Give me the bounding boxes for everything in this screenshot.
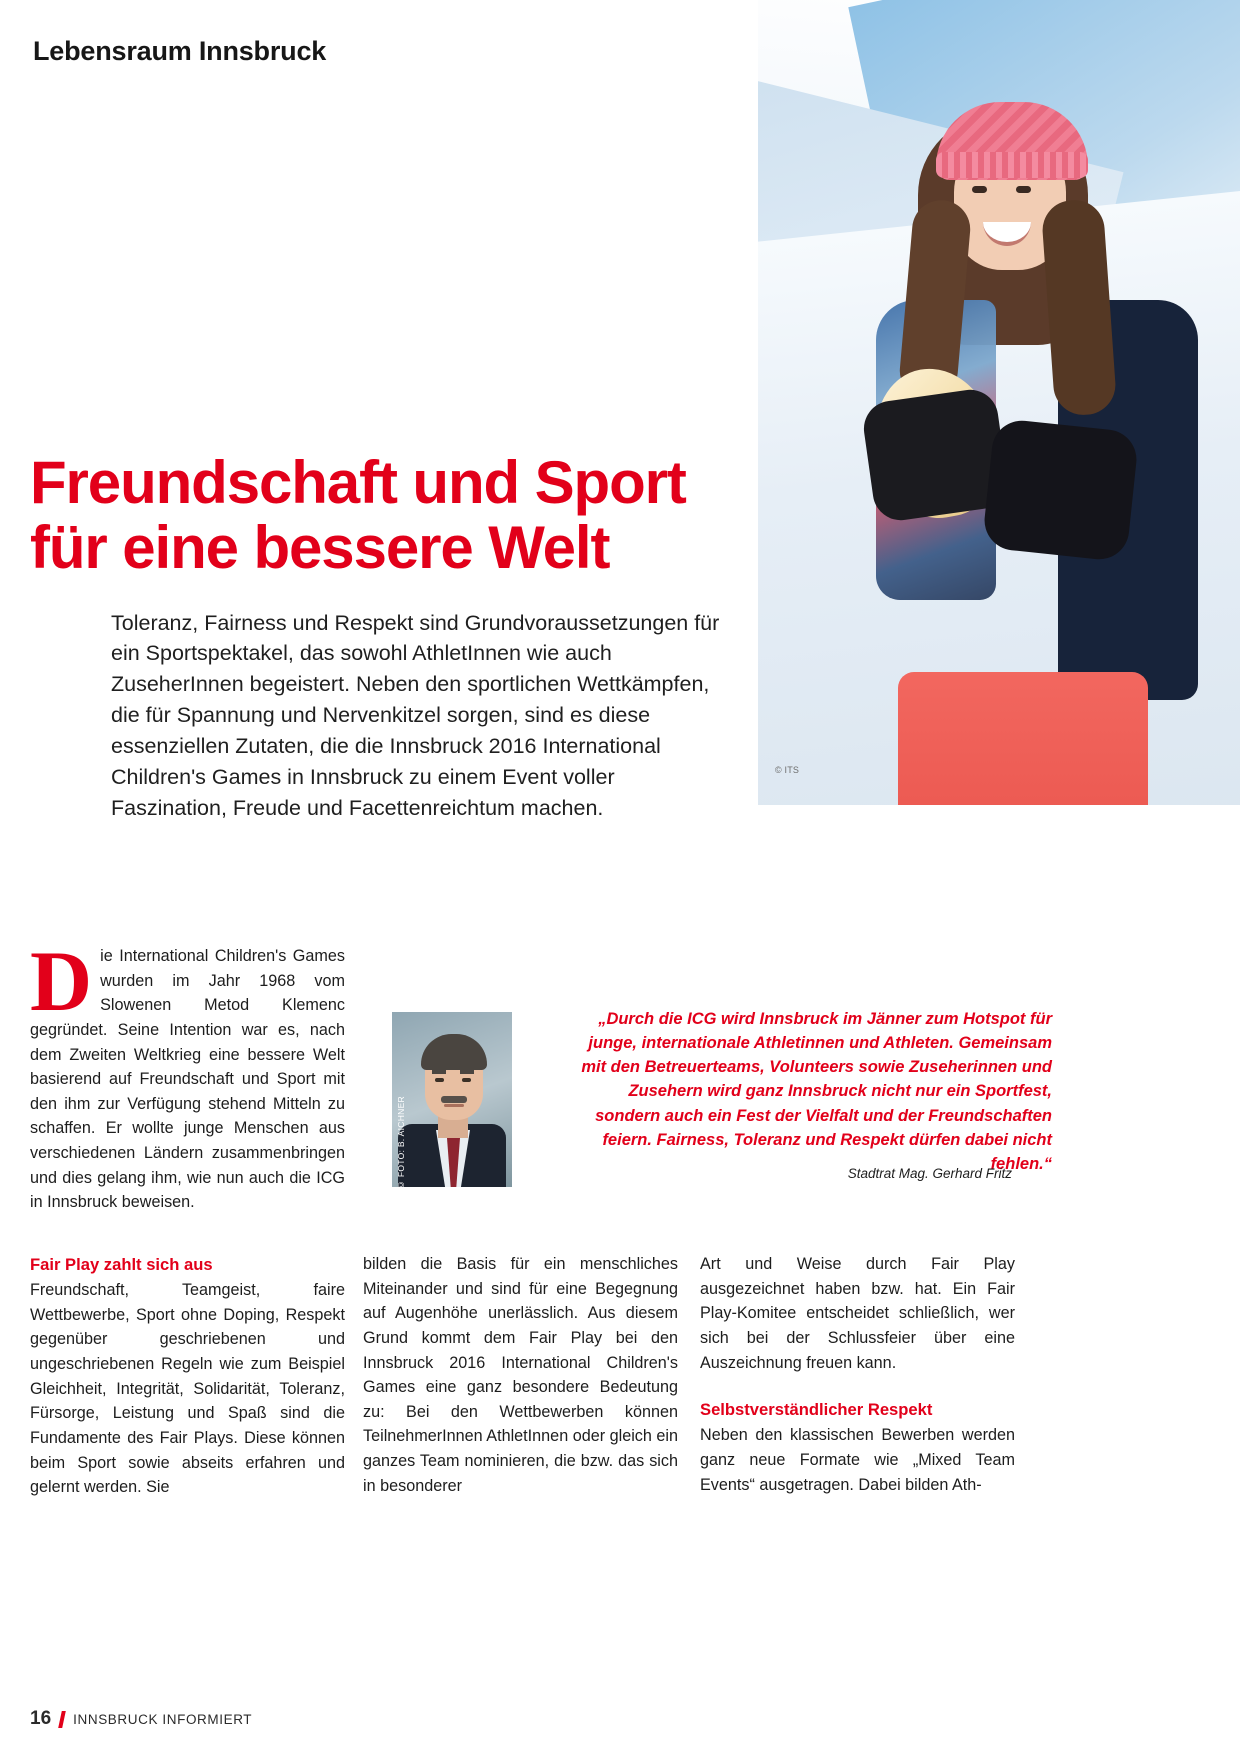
body-column-2 (363, 1252, 678, 1498)
subheading-respekt: Selbstverständlicher Respekt (700, 1400, 933, 1420)
girl-glove-right (982, 418, 1140, 562)
body-text-2: bilden die Basis für ein menschliches Miteinander und sind für eine Begegnung auf Augenhöhe unerlässlich. Aus diesem Grund kommt dem Fair Play bei den Innsbruck 2016 International Children's Games eine ganz besondere Bedeutung zu: Bei den Wettbewerben können TeilnehmerInnen AthletInnen oder gleich ein ganzes Team nominieren, die bzw. das sich in besonderer (363, 1255, 678, 1495)
girl-eye-right (1016, 186, 1031, 193)
drop-cap: D (30, 933, 93, 1029)
article-lead: Toleranz, Fairness und Respekt sind Grundvoraussetzungen für ein Sportspektakel, das sowohl AthletInnen wie auch ZuseherInnen begeistert. Neben den sportlichen Wettkämpfen, die für Spannung und Nervenkitzel sorgen, sind es diese essenziellen Zutaten, die die Innsbruck 2016 International Children's Games in Innsbruck zu einem Event voller Faszination, Freude und Facettenreichtum machen. (111, 610, 720, 821)
article-headline: Freundschaft und Sport für eine bessere Welt (30, 449, 686, 581)
portrait-eye-left (435, 1078, 444, 1082)
body-text-3: Art und Weise durch Fair Play ausgezeichnet haben bzw. hat. Ein Fair Play-Komitee entscheidet schließlich, wer sich bei der Schlussfeier über eine Auszeichnung freuen kann. (700, 1255, 1015, 1372)
pull-quote-attribution: Stadtrat Mag. Gerhard Fritz (847, 1166, 1012, 1181)
girl-eye-left (972, 186, 987, 193)
portrait-brow-left (432, 1070, 446, 1074)
portrait-mouth (444, 1104, 464, 1107)
publication-title: INNSBRUCK INFORMIERT (73, 1711, 253, 1727)
girl-pants (898, 672, 1148, 805)
page-number: 16 (30, 1708, 52, 1729)
portrait-moustache (441, 1096, 467, 1103)
subheading-fair-play: Fair Play zahlt sich aus (30, 1255, 213, 1274)
article-intro-column (30, 933, 345, 1215)
portrait-photo-credit: © FOTO: B. AICHNER (396, 1096, 406, 1191)
footer-divider-icon (58, 1711, 66, 1728)
page-footer (30, 1708, 252, 1730)
body-text-4: Neben den klassischen Bewerben werden ganz neue Formate wie „Mixed Team Events“ ausgetragen. Dabei bilden Ath- (700, 1426, 1015, 1494)
hero-image-credit: © ITS (775, 765, 800, 775)
portrait-eye-right (462, 1078, 471, 1082)
girl-hat-band (936, 152, 1088, 178)
body-column-3 (700, 1252, 1015, 1497)
body-text-1: Freundschaft, Teamgeist, faire Wettbewerbe, Sport ohne Doping, Respekt gegenüber geschriebenen und ungeschriebenen Regeln wie zum Beispiel Gleichheit, Integrität, Solidarität, Toleranz, Fürsorge, Leistung und Spaß sind die Fundamente des Fair Plays. Diese können beim Sport sowie abseits erfahren und gelernt werden. Sie (30, 1281, 345, 1497)
body-column-1 (30, 1252, 345, 1500)
hero-image (758, 0, 1240, 805)
pull-quote: „Durch die ICG wird Innsbruck im Jänner zum Hotspot für junge, internationale Athletinnen und Athleten. Gemeinsam mit den Betreuerteams, Volunteers sowie Zuseherinnen und Zusehern wird ganz Innsbruck nicht nur ein Sportfest, sondern auch ein Fest der Vielfalt und der Freundschaften feiern. Fairness, Toleranz und Respekt dürfen dabei nicht fehlen.“ (581, 1009, 1052, 1173)
portrait-brow-right (460, 1070, 474, 1074)
article-intro-text: ie International Children's Games wurden im Jahr 1968 vom Slowenen Metod Klemenc gegründet. Seine Intention war es, nach dem Zweiten Weltkrieg eine bessere Welt basierend auf Freundschaft und Sport mit den ihm zur Verfügung stehend Mitteln zu schaffen. Er wollte junge Menschen aus verschiedenen Ländern zusammenbringen und dies gelang ihm, wie nun auch die ICG in Innsbruck beweisen. (30, 947, 345, 1212)
page-kicker: Lebensraum Innsbruck (33, 36, 327, 66)
portrait-photo (392, 1012, 512, 1187)
